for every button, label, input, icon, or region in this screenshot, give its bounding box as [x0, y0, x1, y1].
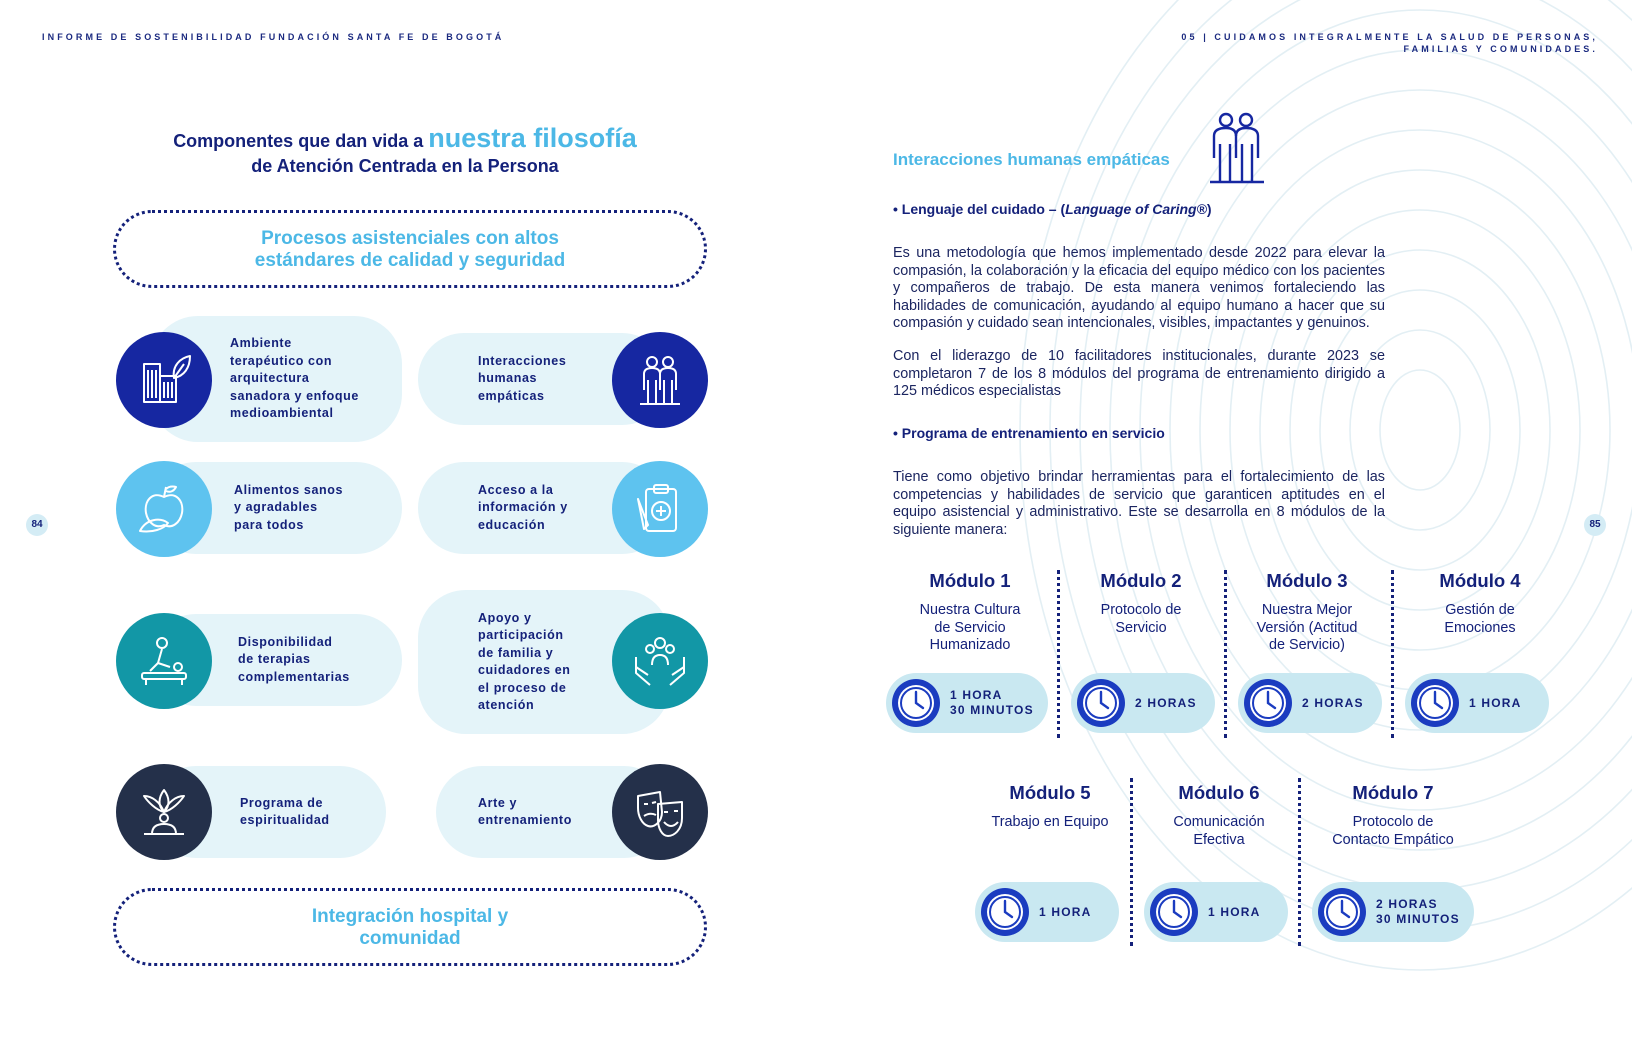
bottom-box-line1: Integración hospital y: [311, 906, 509, 927]
module-title: Módulo 4: [1439, 570, 1521, 591]
module-desc-line: Protocolo de: [1352, 814, 1434, 830]
family-hands-icon: [612, 613, 708, 709]
component-label-spirituality: [240, 795, 330, 830]
component-label-therapies: [238, 634, 350, 687]
module-1: [886, 570, 1054, 655]
duration-line: 1 HORA: [1469, 695, 1522, 710]
lotus-icon: [116, 764, 212, 860]
people-icon: [612, 332, 708, 428]
label-line: atención: [478, 698, 535, 712]
component-label-environment: [230, 335, 359, 423]
label-line: Alimentos sanos: [234, 482, 344, 497]
running-header-right: [1181, 31, 1598, 55]
theater-masks-icon: [612, 764, 708, 860]
module-description: [966, 814, 1134, 832]
label-line: Interacciones: [478, 353, 567, 368]
section-title: Interacciones humanas empáticas: [893, 150, 1170, 169]
clock-icon: [1148, 886, 1200, 938]
duration-label: [1039, 905, 1092, 920]
module-6: [1135, 782, 1303, 849]
label-line: de terapias: [238, 652, 311, 667]
paragraph-methodology: Es una metodología que hemos implementado desde 2022 para elevar la compasión, la colaboración y la eficacia del equipo médico con los pacientes y compañeros de trabajo. De esta manera venimos fortaleciendo las habilidades de comunicación, ayudando al equipo humano a hacer que su compasión y cuidado sean intencionales, visibles, impactantes y genuinos.: [893, 245, 1385, 331]
module-description: [1309, 814, 1477, 849]
module-description: [1057, 602, 1225, 637]
duration-label: [1376, 897, 1460, 927]
module-desc-line: Contacto Empático: [1332, 831, 1454, 848]
clock-icon: [1316, 886, 1368, 938]
component-label-art: [478, 795, 572, 830]
title-line2: de Atención Centrada en la Persona: [251, 156, 559, 176]
title-highlight: nuestra filosofía: [428, 123, 637, 153]
module-6-duration: [1144, 882, 1288, 942]
module-title: Módulo 6: [1178, 782, 1260, 803]
label-line: terapéutico con: [230, 353, 333, 368]
paragraph-objective: Tiene como objetivo brindar herramientas para el fortalecimiento de las competencias y habilidades de servicio que garanticen aptitudes en el equipo asistencial y administrativo. Este se desarrolla en 8 módulos de la siguiente manera:: [893, 469, 1385, 538]
module-description: [886, 602, 1054, 655]
paragraph-leadership: Con el liderazgo de 10 facilitadores institucionales, durante 2023 se completaron 7 de los 8 módulos del programa de entrenamiento dirigido a 125 médicos especialistas: [893, 348, 1385, 399]
bullet1-italic: Language of Caring®: [1065, 201, 1207, 217]
page-number-left: 84: [26, 514, 48, 536]
module-4-duration: [1405, 673, 1549, 733]
clipboard-icon: [612, 461, 708, 557]
bullet-language-of-caring: [893, 201, 1212, 217]
label-line: medioambiental: [230, 406, 334, 421]
module-desc-line: Nuestra Cultura: [919, 602, 1021, 618]
building-leaf-icon: [116, 332, 212, 428]
module-4: [1396, 570, 1564, 637]
module-desc-line: Gestión de: [1445, 602, 1515, 618]
module-2-duration: [1071, 673, 1215, 733]
component-label-interactions: [478, 353, 566, 406]
bottom-integration-box: [113, 888, 707, 966]
running-header-right-line1: 05 | CUIDAMOS INTEGRALMENTE LA SALUD DE PERSONAS,: [1181, 32, 1598, 42]
module-5-duration: [975, 882, 1119, 942]
label-line: Acceso a la: [478, 482, 554, 497]
running-header-right-line2: FAMILIAS Y COMUNIDADES.: [1403, 44, 1598, 54]
fruit-icon: [116, 461, 212, 557]
top-box-line1: Procesos asistenciales con altos: [261, 228, 559, 249]
label-line: y agradables: [234, 500, 318, 515]
label-line: participación: [478, 628, 564, 642]
module-desc-line: Trabajo en Equipo: [991, 814, 1109, 830]
label-line: complementarias: [238, 669, 350, 684]
module-description: [1223, 602, 1391, 655]
duration-line: 1 HORA: [1208, 904, 1261, 919]
duration-line: 1 HORA: [1039, 904, 1092, 919]
module-3: [1223, 570, 1391, 655]
module-desc-line: Servicio: [1115, 619, 1167, 636]
module-desc-line: Comunicación: [1173, 814, 1265, 830]
bullet1-prefix: • Lenguaje del cuidado – (: [893, 201, 1066, 217]
label-line: cuidadores en: [478, 663, 571, 677]
page-number-right: 85: [1584, 514, 1606, 536]
label-line: humanas: [478, 371, 538, 386]
module-desc-line: Versión (Actitud: [1256, 619, 1358, 636]
label-line: espiritualidad: [240, 813, 330, 827]
duration-label: [950, 688, 1034, 718]
module-desc-line: de Servicio: [934, 619, 1006, 636]
clock-icon: [1409, 677, 1461, 729]
duration-label: [1469, 696, 1522, 711]
label-line: sanadora y enfoque: [230, 388, 359, 403]
module-title: Módulo 3: [1266, 570, 1348, 591]
module-desc-line: Nuestra Mejor: [1261, 602, 1353, 618]
module-separator: [1391, 570, 1394, 738]
duration-line: 1 HORA: [950, 688, 1003, 702]
duration-label: [1302, 696, 1364, 711]
module-title: Módulo 5: [1009, 782, 1091, 803]
component-label-information: [478, 482, 568, 535]
label-line: entrenamiento: [478, 813, 572, 827]
module-7: [1309, 782, 1477, 849]
module-desc-line: Efectiva: [1193, 831, 1245, 848]
module-description: [1396, 602, 1564, 637]
label-line: el proceso de: [478, 680, 567, 695]
label-line: Apoyo y: [478, 610, 532, 625]
module-title: Módulo 1: [929, 570, 1011, 591]
clock-icon: [979, 886, 1031, 938]
running-header-left: INFORME DE SOSTENIBILIDAD FUNDACIÓN SANTA FE DE BOGOTÁ: [42, 32, 505, 42]
duration-label: [1208, 905, 1261, 920]
clock-icon: [890, 677, 942, 729]
module-title: Módulo 2: [1100, 570, 1182, 591]
module-description: [1135, 814, 1303, 849]
clock-icon: [1242, 677, 1294, 729]
page-title: [115, 123, 695, 179]
label-line: educación: [478, 517, 546, 532]
massage-icon: [116, 613, 212, 709]
module-desc-line: Humanizado: [929, 637, 1011, 653]
people-line-icon: [1206, 110, 1266, 186]
title-line1: Componentes que dan vida a: [173, 131, 424, 151]
duration-line: 2 HORAS: [1302, 695, 1364, 710]
top-box-line2: estándares de calidad y seguridad: [254, 250, 566, 271]
clock-icon: [1075, 677, 1127, 729]
module-5: [966, 782, 1134, 832]
label-line: Arte y: [478, 795, 518, 810]
label-line: de familia y: [478, 645, 554, 660]
duration-line: 30 MINUTOS: [950, 703, 1034, 717]
module-title: Módulo 7: [1352, 782, 1434, 803]
label-line: para todos: [234, 517, 304, 532]
duration-line: 30 MINUTOS: [1376, 912, 1460, 926]
module-1-duration: [886, 673, 1048, 733]
module-desc-line: de Servicio): [1269, 637, 1345, 653]
bullet1-suffix: ): [1206, 201, 1212, 217]
component-label-family: [478, 610, 571, 715]
bottom-box-line2: comunidad: [359, 928, 461, 949]
duration-label: [1135, 696, 1197, 711]
label-line: arquitectura: [230, 371, 310, 386]
top-process-box: [113, 210, 707, 288]
component-label-food: [234, 482, 343, 535]
label-line: Ambiente: [230, 336, 292, 351]
module-desc-line: Emociones: [1444, 619, 1516, 636]
bullet-training-program: • Programa de entrenamiento en servicio: [893, 425, 1165, 441]
module-3-duration: [1238, 673, 1382, 733]
label-line: empáticas: [478, 388, 545, 403]
duration-line: 2 HORAS: [1376, 897, 1438, 911]
label-line: información y: [478, 500, 568, 515]
module-2: [1057, 570, 1225, 637]
label-line: Disponibilidad: [238, 634, 333, 649]
module-7-duration: [1312, 882, 1474, 942]
label-line: Programa de: [240, 795, 324, 810]
module-desc-line: Protocolo de: [1100, 602, 1182, 618]
duration-line: 2 HORAS: [1135, 695, 1197, 710]
